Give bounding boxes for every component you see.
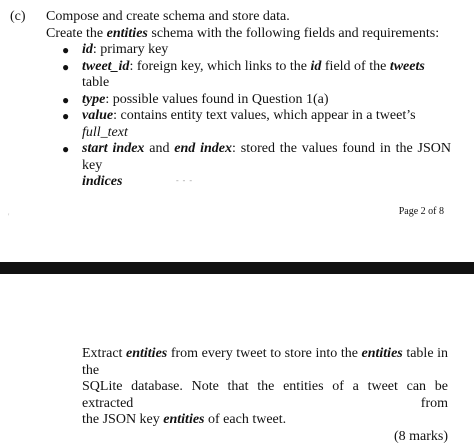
indices-line xyxy=(82,141,451,174)
entities-term: entities xyxy=(126,346,167,361)
text: from every tweet to store into the xyxy=(167,346,361,361)
page-separator xyxy=(0,262,474,274)
text: of each tweet. xyxy=(205,412,287,427)
intro-text-pre: Create the xyxy=(46,26,107,41)
field-desc: : primary key xyxy=(93,42,168,57)
requirements-list xyxy=(46,42,451,191)
field-desc: : foreign key, which links to the xyxy=(129,59,310,74)
extract-line-2: SQLite database. Note that the entities of a tweet can be extracted from xyxy=(82,379,448,412)
field-name: tweet_id xyxy=(82,59,129,74)
field-ref: id xyxy=(311,59,322,74)
entities-key-term: entities xyxy=(163,412,204,427)
requirement-id xyxy=(82,42,451,59)
text: Extract xyxy=(82,346,126,361)
field-ref: full_text xyxy=(82,125,128,140)
field-desc: field of the xyxy=(321,59,389,74)
entities-table-term: entities xyxy=(362,346,403,361)
stray-dots: - - - xyxy=(176,176,193,185)
field-desc: : possible values found in Question 1(a) xyxy=(105,92,328,107)
field-name: type xyxy=(82,92,105,107)
text: the JSON key xyxy=(82,412,163,427)
field-desc: : stored the values found in the JSON key xyxy=(82,141,451,173)
bullet-icon: ● xyxy=(62,92,69,109)
table-ref: tweets xyxy=(390,59,425,74)
bullet-icon: ● xyxy=(62,108,69,125)
field-desc: table xyxy=(82,75,109,90)
extract-line-3 xyxy=(82,412,448,429)
requirement-value xyxy=(82,108,451,141)
text: table in the xyxy=(82,346,448,378)
intro-text-post: schema with the following fields and requirements: xyxy=(148,26,439,41)
requirement-type xyxy=(82,92,451,109)
requirement-tweet-id xyxy=(82,59,451,92)
field-name: id xyxy=(82,42,93,57)
field-desc: and xyxy=(144,141,174,156)
intro-term: entities xyxy=(107,26,148,41)
marks-label: (8 marks) xyxy=(82,429,448,445)
field-name: value xyxy=(82,108,113,123)
json-key: indices xyxy=(82,174,122,189)
requirement-indices xyxy=(82,141,451,191)
bullet-icon: ● xyxy=(62,141,69,158)
question-content xyxy=(46,9,451,191)
extract-instructions xyxy=(82,346,448,445)
question-intro xyxy=(46,26,451,43)
bullet-icon: ● xyxy=(62,42,69,59)
field-name: end index xyxy=(174,141,232,156)
extract-line-1 xyxy=(82,346,448,379)
field-name: start index xyxy=(82,141,144,156)
bullet-icon: ● xyxy=(62,59,69,76)
part-label: (c) xyxy=(10,9,26,25)
question-heading: Compose and create schema and store data. xyxy=(46,9,451,26)
page-number: Page 2 of 8 xyxy=(399,206,444,217)
stray-mark: ' xyxy=(8,212,9,221)
field-desc: : contains entity text values, which appear in a tweet’s xyxy=(113,108,415,123)
